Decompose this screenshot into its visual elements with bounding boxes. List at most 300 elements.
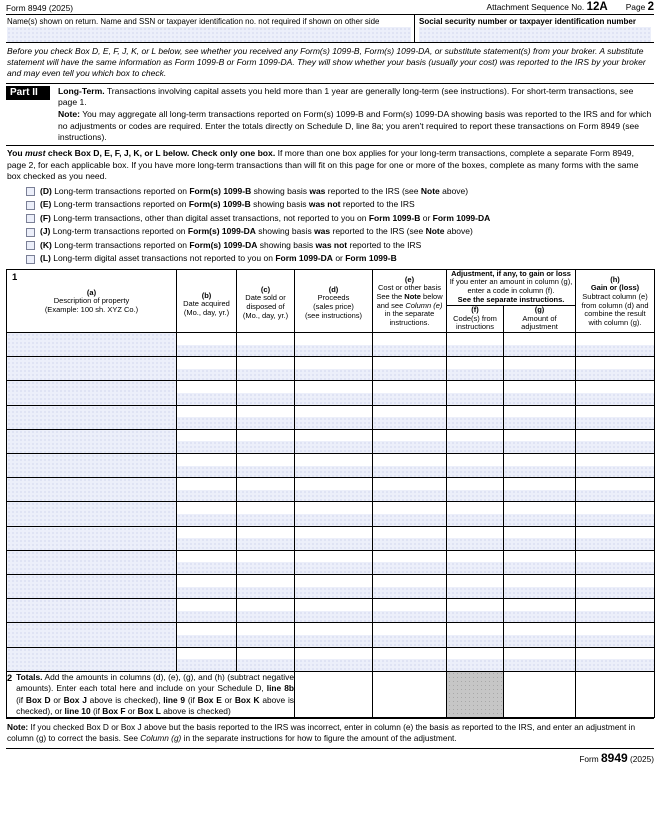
cell-value <box>504 333 575 337</box>
col-e-header <box>373 269 447 332</box>
totals-label-cell <box>7 671 295 718</box>
cell-col-a[interactable] <box>7 429 177 453</box>
cell-col-e[interactable] <box>373 454 447 478</box>
part-ii-note-label: Note: <box>58 109 80 120</box>
cell-col-d[interactable] <box>295 357 373 381</box>
cell-col-d[interactable] <box>295 599 373 623</box>
col-d-header <box>295 269 373 332</box>
cell-col-e[interactable] <box>373 381 447 405</box>
row-number-1: 1 <box>12 271 18 283</box>
cell-value <box>373 502 446 506</box>
cell-value <box>177 478 236 482</box>
cell-value <box>7 430 176 434</box>
cell-value <box>177 454 236 458</box>
cell-col-c[interactable] <box>237 623 295 647</box>
cell-value <box>7 406 176 410</box>
col-f-header <box>447 306 504 333</box>
cell-value <box>237 478 294 482</box>
cell-col-b[interactable] <box>177 454 237 478</box>
checkbox-F[interactable] <box>26 214 35 223</box>
table-row <box>7 526 655 550</box>
table-row <box>7 333 655 357</box>
col-e-line-4: in the separate <box>384 309 435 319</box>
checkbox-row-D[interactable] <box>26 186 654 200</box>
cell-col-d[interactable] <box>295 502 373 526</box>
cell-col-f[interactable] <box>447 623 504 647</box>
col-d-tag: (d) <box>328 284 339 294</box>
table-row <box>7 357 655 381</box>
cell-value <box>447 599 503 603</box>
name-ssn-band <box>6 14 654 43</box>
cell-col-h[interactable] <box>576 502 655 526</box>
totals-col-g[interactable] <box>504 671 576 718</box>
must-check-lead-1: You <box>7 148 25 159</box>
cell-col-f[interactable] <box>447 550 504 574</box>
cell-value <box>504 430 575 434</box>
bottom-note-label: Note: <box>7 722 29 733</box>
cell-col-a[interactable] <box>7 454 177 478</box>
cell-value <box>237 502 294 506</box>
col-h-title: Gain or (loss) <box>590 283 640 293</box>
part-ii-note-text: You may aggregate all long-term transactions reported on Form(s) 1099-B and Form(s) 1099-DA showing basis was reported to the IRS and for which no adjustments or codes are required. Enter the totals directly on Schedule D, line 8a; you aren't required to report these transactions on Form 8949 (see instructions). <box>58 109 652 143</box>
cell-col-g[interactable] <box>504 405 576 429</box>
col-e-line-5: instructions. <box>389 318 430 328</box>
must-check-rest: If more than one box applies for your long-term transactions, complete a separate Form 8949, page 2, for each applicable box. If you have more long-term transactions than will fit on this page for one or more of the boxes, complete as many forms with the same box checked as you need. <box>7 148 639 182</box>
cell-value <box>237 648 294 652</box>
cell-col-g[interactable] <box>504 502 576 526</box>
cell-value <box>177 502 236 506</box>
cell-col-a[interactable] <box>7 357 177 381</box>
cell-col-c[interactable] <box>237 454 295 478</box>
totals-label: Totals. <box>16 671 43 682</box>
cell-col-b[interactable] <box>177 333 237 357</box>
checkbox-row-L[interactable] <box>26 253 654 267</box>
cell-value <box>447 406 503 410</box>
cell-col-g[interactable] <box>504 550 576 574</box>
cell-col-f[interactable] <box>447 574 504 598</box>
cell-col-a[interactable] <box>7 574 177 598</box>
cell-value <box>373 527 446 531</box>
col-a-line-2: (Example: 100 sh. XYZ Co.) <box>44 305 139 315</box>
cell-value <box>373 575 446 579</box>
cell-col-a[interactable] <box>7 381 177 405</box>
cell-col-d[interactable] <box>295 574 373 598</box>
cell-value <box>447 478 503 482</box>
totals-col-d[interactable] <box>295 671 373 718</box>
cell-col-a[interactable] <box>7 502 177 526</box>
must-check-paragraph <box>6 145 654 184</box>
cell-col-g[interactable] <box>504 623 576 647</box>
cell-value <box>373 430 446 434</box>
cell-col-f[interactable] <box>447 599 504 623</box>
cell-col-h[interactable] <box>576 429 655 453</box>
col-b-tag: (b) <box>201 290 212 300</box>
cell-col-c[interactable] <box>237 647 295 671</box>
cell-col-b[interactable] <box>177 429 237 453</box>
cell-col-b[interactable] <box>177 381 237 405</box>
col-e-line-3: and see Column (e) <box>376 300 443 310</box>
cell-col-d[interactable] <box>295 623 373 647</box>
cell-value <box>576 406 654 410</box>
col-h-line-2: from column (d) and <box>581 300 649 310</box>
table-row <box>7 405 655 429</box>
cell-col-c[interactable] <box>237 357 295 381</box>
cell-value <box>447 502 503 506</box>
cell-value <box>504 406 575 410</box>
totals-text: Totals. Add the amounts in columns (d), (e), (g), and (h) (subtract negative amounts). Enter each total here and include on your Schedule D, line 8b (if Box D or Box J above is checked), line 9 (if Box E or Box K above is checked), or line 10 (if Box F or Box L above is checked) <box>16 671 295 716</box>
cell-value <box>447 527 503 531</box>
must-check-lead-2: check Box D, E, F, J, K, or L below. Check only one box. <box>45 148 276 159</box>
col-f-line-1: Code(s) from <box>453 313 497 323</box>
cell-col-e[interactable] <box>373 526 447 550</box>
checkbox-K[interactable] <box>26 241 35 250</box>
col-c-header <box>237 269 295 332</box>
cell-value <box>504 502 575 506</box>
cell-col-e[interactable] <box>373 623 447 647</box>
attachment-sequence-label: Attachment Sequence No. <box>486 2 585 12</box>
cell-col-d[interactable] <box>295 333 373 357</box>
cell-value <box>504 648 575 652</box>
cell-col-d[interactable] <box>295 478 373 502</box>
adjustment-line-2: If you enter an amount in column (g), <box>449 277 573 287</box>
cell-value <box>177 406 236 410</box>
cell-col-c[interactable] <box>237 526 295 550</box>
cell-value <box>7 599 176 603</box>
adjustment-line-4: See the separate instructions. <box>457 295 565 305</box>
cell-col-b[interactable] <box>177 502 237 526</box>
cell-col-h[interactable] <box>576 526 655 550</box>
cell-col-a[interactable] <box>7 550 177 574</box>
cell-value <box>373 599 446 603</box>
cell-col-g[interactable] <box>504 454 576 478</box>
cell-value <box>237 333 294 337</box>
checkbox-K-label: (K) Long-term transactions reported on Form(s) 1099-DA showing basis was not reported to the IRS <box>40 239 422 250</box>
checkbox-L-label: (L) Long-term digital asset transactions not reported to you on Form 1099-DA or Form 1099-B <box>40 253 397 264</box>
cell-col-f[interactable] <box>447 357 504 381</box>
checkbox-row-F[interactable] <box>26 213 654 227</box>
cell-col-b[interactable] <box>177 623 237 647</box>
table-row <box>7 429 655 453</box>
col-g-tag: (g) <box>534 305 545 315</box>
cell-col-h[interactable] <box>576 574 655 598</box>
cell-col-h[interactable] <box>576 647 655 671</box>
cell-col-f[interactable] <box>447 502 504 526</box>
cell-col-d[interactable] <box>295 526 373 550</box>
col-e-line-1: Cost or other basis <box>378 283 441 293</box>
cell-col-e[interactable] <box>373 429 447 453</box>
cell-value <box>177 430 236 434</box>
cell-col-c[interactable] <box>237 478 295 502</box>
checkbox-L[interactable] <box>26 255 35 264</box>
table-row <box>7 478 655 502</box>
cell-col-f[interactable] <box>447 429 504 453</box>
cell-col-a[interactable] <box>7 599 177 623</box>
totals-row <box>7 671 655 718</box>
cell-col-c[interactable] <box>237 405 295 429</box>
cell-value <box>237 599 294 603</box>
cell-col-h[interactable] <box>576 381 655 405</box>
cell-value <box>504 454 575 458</box>
cell-col-g[interactable] <box>504 478 576 502</box>
cell-col-g[interactable] <box>504 357 576 381</box>
cell-col-g[interactable] <box>504 333 576 357</box>
cell-col-c[interactable] <box>237 550 295 574</box>
col-h-line-1: Subtract column (e) <box>582 292 648 302</box>
cell-col-d[interactable] <box>295 405 373 429</box>
cell-col-c[interactable] <box>237 333 295 357</box>
cell-value <box>373 478 446 482</box>
cell-value <box>447 623 503 627</box>
cell-value <box>373 454 446 458</box>
part-ii-note-line <box>58 109 654 143</box>
cell-value <box>447 357 503 361</box>
cell-value <box>7 575 176 579</box>
col-g-line-1: Amount of <box>522 313 557 323</box>
cell-col-b[interactable] <box>177 550 237 574</box>
table-row <box>7 599 655 623</box>
cell-value <box>447 575 503 579</box>
col-e-tag: (e) <box>404 274 415 284</box>
part-ii-heading-line <box>58 86 654 109</box>
col-b-line-1: Date acquired <box>183 299 230 309</box>
cell-value <box>576 502 654 506</box>
cell-col-h[interactable] <box>576 623 655 647</box>
table-row <box>7 550 655 574</box>
cell-value <box>447 430 503 434</box>
page-header <box>6 0 654 14</box>
checkbox-J-label: (J) Long-term transactions reported on Form(s) 1099-DA showing basis was reported to the IRS (see Note above) <box>40 226 473 237</box>
cell-value <box>237 357 294 361</box>
cell-col-a[interactable] <box>7 478 177 502</box>
name-input[interactable] <box>7 27 411 42</box>
table-row <box>7 454 655 478</box>
cell-col-g[interactable] <box>504 599 576 623</box>
cell-value <box>237 406 294 410</box>
cell-col-c[interactable] <box>237 599 295 623</box>
col-h-line-4: with column (g). <box>588 318 642 328</box>
cell-value <box>237 575 294 579</box>
cell-value <box>576 599 654 603</box>
cell-col-d[interactable] <box>295 429 373 453</box>
cell-value <box>504 381 575 385</box>
cell-value <box>177 575 236 579</box>
cell-value <box>7 551 176 555</box>
cell-col-d[interactable] <box>295 454 373 478</box>
col-g-line-2: adjustment <box>521 322 558 332</box>
checkbox-J[interactable] <box>26 228 35 237</box>
cell-value <box>447 454 503 458</box>
col-a-tag: (a) <box>86 287 97 297</box>
cell-col-e[interactable] <box>373 550 447 574</box>
cell-value <box>295 575 372 579</box>
cell-value <box>447 551 503 555</box>
cell-col-b[interactable] <box>177 526 237 550</box>
cell-col-c[interactable] <box>237 502 295 526</box>
cell-col-g[interactable] <box>504 526 576 550</box>
cell-col-g[interactable] <box>504 429 576 453</box>
cell-col-f[interactable] <box>447 478 504 502</box>
cell-value <box>576 430 654 434</box>
cell-col-g[interactable] <box>504 381 576 405</box>
name-field-cell[interactable] <box>6 15 415 42</box>
cell-value <box>576 648 654 652</box>
cell-col-h[interactable] <box>576 333 655 357</box>
cell-col-e[interactable] <box>373 405 447 429</box>
col-a-line-1: Description of property <box>53 296 130 306</box>
cell-col-b[interactable] <box>177 405 237 429</box>
cell-col-c[interactable] <box>237 381 295 405</box>
cell-col-e[interactable] <box>373 478 447 502</box>
cell-col-b[interactable] <box>177 647 237 671</box>
cell-col-f[interactable] <box>447 333 504 357</box>
cell-col-a[interactable] <box>7 405 177 429</box>
part-ii-body <box>58 86 654 145</box>
table-row <box>7 381 655 405</box>
cell-value <box>7 333 176 337</box>
cell-value <box>504 575 575 579</box>
cell-col-h[interactable] <box>576 478 655 502</box>
cell-value <box>576 478 654 482</box>
cell-col-f[interactable] <box>447 647 504 671</box>
col-d-line-3: (see instructions) <box>304 310 363 320</box>
bottom-note: Note: If you checked Box D or Box J above but the basis reported to the IRS was incorrect, enter in column (e) the basis as reported to the IRS, and enter an adjustment in column (g) to correct the basis. See Column (g) in the separate instructions for how to figure the amount of the adjustment. <box>6 718 654 747</box>
footer-year: (2025) <box>630 754 654 765</box>
footer-form-number: 8949 <box>601 751 628 766</box>
cell-col-h[interactable] <box>576 454 655 478</box>
cell-col-f[interactable] <box>447 381 504 405</box>
cell-value <box>295 478 372 482</box>
cell-col-e[interactable] <box>373 574 447 598</box>
cell-col-b[interactable] <box>177 574 237 598</box>
cell-col-h[interactable] <box>576 599 655 623</box>
page-footer <box>6 748 654 765</box>
ssn-field-cell[interactable] <box>415 15 654 42</box>
col-h-tag: (h) <box>610 274 620 284</box>
cell-value <box>504 623 575 627</box>
cell-col-e[interactable] <box>373 333 447 357</box>
cell-col-a[interactable] <box>7 526 177 550</box>
cell-value <box>237 381 294 385</box>
cell-col-c[interactable] <box>237 429 295 453</box>
cell-value <box>237 623 294 627</box>
cell-value <box>177 357 236 361</box>
cell-col-d[interactable] <box>295 647 373 671</box>
cell-value <box>177 333 236 337</box>
cell-value <box>7 527 176 531</box>
attachment-sequence-value: 12A <box>586 1 608 13</box>
cell-col-a[interactable] <box>7 647 177 671</box>
checkbox-row-K[interactable] <box>26 240 654 254</box>
checkbox-E-label: (E) Long-term transactions reported on Form(s) 1099-B showing basis was not reported to the IRS <box>40 199 415 210</box>
cell-col-a[interactable] <box>7 333 177 357</box>
transactions-table-body <box>7 333 655 672</box>
cell-col-e[interactable] <box>373 502 447 526</box>
cell-col-e[interactable] <box>373 599 447 623</box>
cell-value <box>7 502 176 506</box>
cell-value <box>373 357 446 361</box>
cell-value <box>7 478 176 482</box>
part-ii-heading-rest: Transactions involving capital assets you held more than 1 year are generally long-term (see instructions). For short-term transactions, see page 1. <box>58 85 634 107</box>
transactions-table <box>6 269 655 719</box>
intro-paragraph: Before you check Box D, E, F, J, K, or L below, see whether you received any Form(s) 1099-B, Form(s) 1099-DA, or substitute statement(s) from your broker. A substitute statement will have the same information as Form 1099-B or Form 1099-DA. They will show whether your basis (usually your cost) was reported to the IRS by your broker and may even tell you which box to check. <box>7 46 646 79</box>
cell-value <box>237 551 294 555</box>
cell-col-g[interactable] <box>504 647 576 671</box>
col-e-line-2: See the Note below <box>376 292 443 302</box>
cell-col-h[interactable] <box>576 357 655 381</box>
table-row <box>7 647 655 671</box>
checkbox-D[interactable] <box>26 187 35 196</box>
cell-value <box>237 454 294 458</box>
cell-value <box>295 623 372 627</box>
cell-col-f[interactable] <box>447 526 504 550</box>
cell-value <box>447 381 503 385</box>
checkbox-row-J[interactable] <box>26 226 654 240</box>
cell-value <box>504 478 575 482</box>
cell-col-b[interactable] <box>177 357 237 381</box>
cell-value <box>576 357 654 361</box>
cell-col-b[interactable] <box>177 478 237 502</box>
must-check-italic: must <box>24 148 46 159</box>
cell-col-f[interactable] <box>447 405 504 429</box>
col-b-header <box>177 269 237 332</box>
cell-value <box>576 527 654 531</box>
cell-value <box>295 527 372 531</box>
checkbox-E[interactable] <box>26 201 35 210</box>
cell-col-h[interactable] <box>576 550 655 574</box>
cell-value <box>373 648 446 652</box>
cell-value <box>177 551 236 555</box>
cell-col-d[interactable] <box>295 381 373 405</box>
cell-value <box>576 551 654 555</box>
col-g-header <box>504 306 576 333</box>
cell-value <box>295 333 372 337</box>
part-ii-block <box>6 83 654 145</box>
cell-value <box>373 551 446 555</box>
cell-col-h[interactable] <box>576 405 655 429</box>
cell-value <box>373 623 446 627</box>
checkbox-F-label: (F) Long-term transactions, other than digital asset transactions, not reported to you on Form 1099-B or Form 1099-DA <box>40 212 491 223</box>
cell-col-g[interactable] <box>504 574 576 598</box>
cell-col-b[interactable] <box>177 599 237 623</box>
cell-col-f[interactable] <box>447 454 504 478</box>
cell-value <box>237 527 294 531</box>
cell-value <box>504 551 575 555</box>
cell-value <box>177 599 236 603</box>
cell-col-e[interactable] <box>373 647 447 671</box>
ssn-input[interactable] <box>419 27 651 42</box>
col-h-line-3: combine the result <box>584 309 646 319</box>
cell-col-a[interactable] <box>7 623 177 647</box>
cell-value <box>295 357 372 361</box>
cell-value <box>7 623 176 627</box>
totals-col-e[interactable] <box>373 671 447 718</box>
cell-value <box>177 381 236 385</box>
cell-value <box>295 551 372 555</box>
cell-value <box>7 357 176 361</box>
cell-value <box>7 648 176 652</box>
col-f-tag: (f) <box>471 305 479 315</box>
checkbox-row-E[interactable] <box>26 199 654 213</box>
totals-col-f-blocked <box>447 671 504 718</box>
cell-value <box>295 381 372 385</box>
table-row <box>7 574 655 598</box>
col-c-tag: (c) <box>260 284 271 294</box>
totals-col-h[interactable] <box>576 671 655 718</box>
cell-col-e[interactable] <box>373 357 447 381</box>
cell-value <box>295 430 372 434</box>
cell-col-d[interactable] <box>295 550 373 574</box>
cell-col-c[interactable] <box>237 574 295 598</box>
